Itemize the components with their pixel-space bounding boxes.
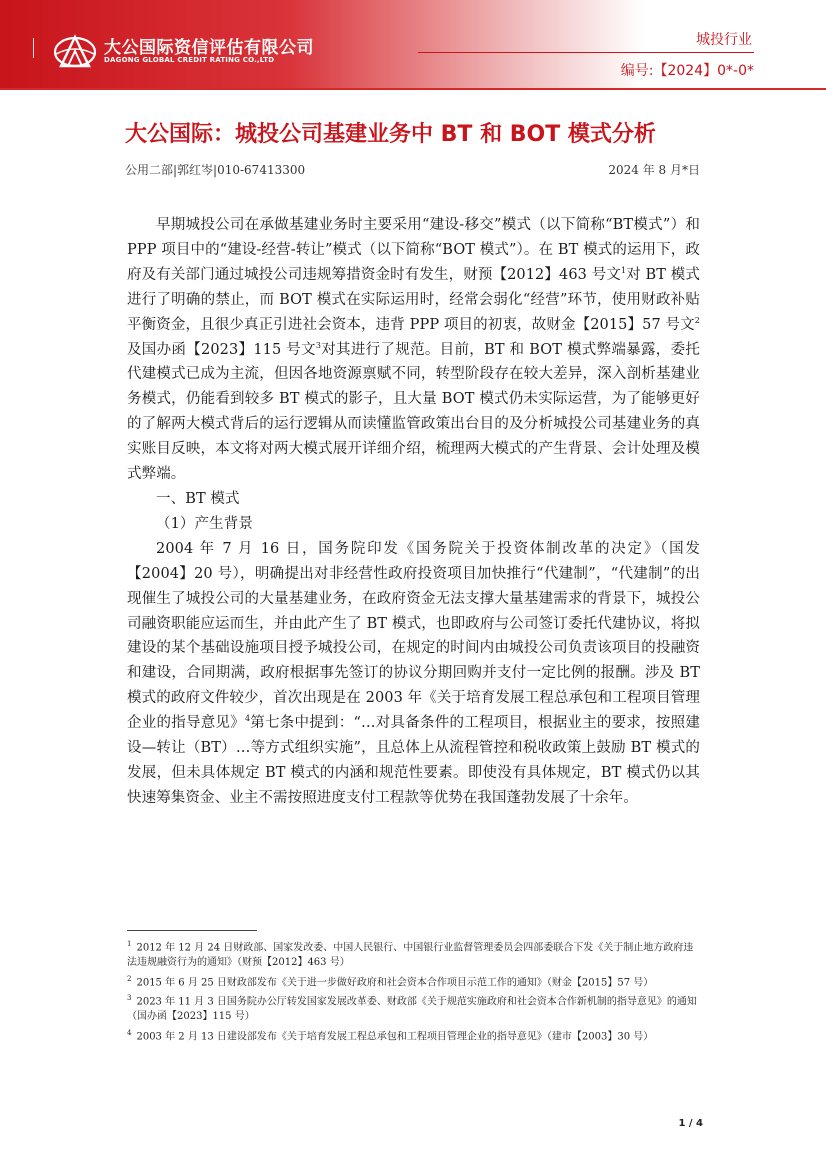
footnote: [127, 1026, 700, 1045]
document-title: 大公国际：城投公司基建业务中 BT 和 BOT 模式分析: [125, 122, 656, 147]
text-run: 对 BT 模式进行了明确的禁止，而 BOT 模式在实际运用时，经常会弱化“经营”环节，使用财政补贴平衡资金，且很少真正引进社会资本，违背 PPP 项目的初衷，故财金【2015】57 号文: [127, 266, 700, 333]
footnote-ref[interactable]: 1: [620, 265, 627, 275]
dagong-logo-icon: [52, 32, 98, 70]
footnote-text: 2015 年 6 月 25 日财政部发布《关于进一步做好政府和社会资本合作项目示范工作的通知》（财金【2015】57 号）: [136, 976, 654, 988]
subsection-heading: （1）产生背景: [156, 515, 253, 532]
footnote: [127, 937, 700, 971]
company-name-en: DAGONG GLOBAL CREDIT RATING CO.,LTD: [104, 56, 275, 64]
main-body: [127, 213, 700, 811]
footnote-number: 2: [127, 974, 132, 983]
document-number: 编号:【2024】0*-0*: [620, 63, 754, 79]
category-rule: [418, 52, 754, 53]
text-run: 早期城投公司在承做基建业务时主要采用“建设-移交”模式（以下简称“BT模式”）和 PPP 项目中的“建设-经营-转让”模式（以下简称“BOT 模式”）。在 BT 模式的运用下，政府及有关部门通过城投公司违规筹措资金时有发生，财预【2012】463 号文: [127, 217, 700, 283]
footnote: [127, 972, 700, 991]
text-run: 2004 年 7 月 16 日，国务院印发《国务院关于投资体制改革的决定》（国发【2004】20 号），明确提出对非经营性政府投资项目加快推行“代建制”，“代建制”的出现催生了城投公司的大量基建业务，在政府资金无法支撑大量基建需求的背景下，城投公司融资职能应运而生，并由此产生了 BT 模式，也即政府与公司签订委托代建协议，将拟建设的某个基础设施项目授予城投公司，在规定的时间内由城投公司负责该项目的投融资和建设，合同期满，政府根据事先签订的协议分期回购并支付一定比例的报酬。涉及 BT 模式的政府文件较少，首次出现是在 2003 年《关于培育发展工程总承包和工程项目管理企业的指导意见》: [127, 540, 700, 732]
section-heading: 一、BT 模式: [156, 490, 240, 507]
background-paragraph: [127, 537, 700, 811]
report-category: 城投行业: [696, 32, 752, 48]
text-run: 第七条中提到：“…对具备条件的工程项目，根据业主的要求，按照建设—转让（BT）…等方式组织实施”，且总体上从流程管控和税收政策上鼓励 BT 模式的发展，但未具体规定 BT 模式的内涵和规范性要素。即使没有具体规定，BT 模式仍以其快速筹集资金、业主不需按照进度支付工程款等优势在我国蓬勃发展了十余年。: [127, 715, 700, 806]
footnotes: [127, 937, 700, 1046]
report-date: 2024 年 8 月*日: [608, 163, 700, 177]
page-number: 1 / 4: [678, 1118, 703, 1129]
text-run: 对其进行了规范。目前，BT 和 BOT 模式弊端暴露，委托代建模式已成为主流，但因各地资源禀赋不同，转型阶段存在较大差异，深入剖析基建业务模式，仍能看到较多 BT 模式的影子，且大量 BOT 模式仍未实际运营，为了能够更好的了解两大模式背后的运行逻辑从而读懂监管政策出台目的及分析城投公司基建业务的真实账目反映，本文将对两大模式展开详细介绍，梳理两大模式的产生背景、会计处理及模式弊端。: [127, 341, 700, 483]
footnote-number: 3: [127, 994, 132, 1003]
footnote-ref[interactable]: 4: [244, 714, 251, 724]
footnote-text: 2023 年 11 月 3 日国务院办公厅转发国家发展改革委、财政部《关于规范实施政府和社会资本合作新机制的指导意见》的通知（国办函【2023】115 号）: [127, 996, 697, 1023]
footnote-number: 1: [127, 940, 132, 948]
intro-paragraph: [127, 213, 700, 487]
footnote: [127, 991, 700, 1025]
footnote-ref[interactable]: 2: [694, 315, 700, 325]
footnote-divider: [127, 930, 257, 931]
text-run: 及国办函【2023】115 号文: [127, 341, 316, 358]
header-divider: [0, 88, 826, 90]
footnote-number: 4: [127, 1028, 132, 1037]
author-info: 公用二部|郭红岑|010-67413300: [125, 163, 306, 177]
header-accent-bar: [33, 38, 34, 58]
footnote-text: 2012 年 12 月 24 日财政部、国家发改委、中国人民银行、中国银行业监督管理委员会四部委联合下发《关于制止地方政府违法违规融资行为的通知》（财预【2012】463 号）: [127, 942, 694, 968]
footnote-text: 2003 年 2 月 13 日建设部发布《关于培育发展工程总承包和工程项目管理企业的指导意见》（建市【2003】30 号）: [136, 1031, 654, 1043]
footnote-ref[interactable]: 3: [315, 340, 322, 350]
company-name-cn: 大公国际资信评估有限公司: [104, 38, 314, 58]
